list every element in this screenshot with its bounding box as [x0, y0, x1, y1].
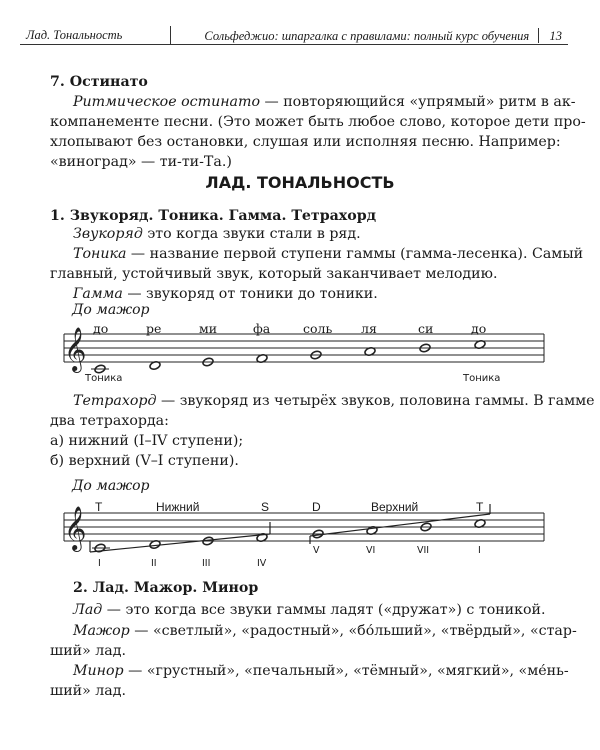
paragraph-line	[73, 661, 569, 681]
paragraph-line: хлопывают без остановки, слушая или исполняя песню. Например:	[50, 134, 561, 150]
note-head	[149, 361, 161, 371]
degree-label: VI	[366, 545, 376, 556]
tonic-label-left: Тоника	[85, 373, 123, 384]
text: — звукоряд от тоники до тоники.	[122, 286, 378, 302]
dominant-mark: D	[312, 500, 321, 514]
note-head	[202, 536, 214, 546]
degree-label: V	[313, 545, 320, 556]
note-head	[256, 533, 268, 543]
term: Гамма	[73, 286, 123, 302]
term: Звукоряд	[73, 226, 143, 242]
note-head	[474, 519, 486, 529]
chapter-title: ЛАД. ТОНАЛЬНОСТЬ	[205, 173, 395, 192]
note-head	[202, 357, 214, 367]
degree-label: VII	[417, 545, 430, 556]
text: — название первой ступени гаммы (гамма-лесенка). Самый	[126, 246, 584, 262]
tonic-label-right: Тоника	[463, 373, 501, 384]
running-header	[20, 26, 568, 45]
treble-clef-icon: 𝄞	[64, 327, 87, 371]
note-head	[256, 354, 268, 364]
paragraph-line	[73, 92, 576, 112]
note-syllable: до	[471, 321, 487, 336]
term: Минор	[73, 663, 124, 679]
paragraph-line	[73, 391, 595, 411]
text: — звукоряд из четырёх звуков, половина гаммы. В гамме	[156, 393, 595, 409]
note-head	[312, 529, 324, 539]
staff-1-label: До мажор	[72, 302, 150, 318]
degree-label: I	[478, 545, 481, 556]
text: — «грустный», «печальный», «тёмный», «мягкий», «ме́нь-	[123, 663, 569, 679]
text: это когда звуки стали в ряд.	[142, 226, 361, 242]
note-syllable: си	[418, 321, 434, 336]
note-head	[474, 340, 486, 350]
page-number: 13	[549, 29, 562, 43]
upper-tetrachord-label: Верхний	[371, 500, 419, 514]
paragraph-line: два тетрахорда:	[50, 413, 169, 429]
paragraph-line: главный, устойчивый звук, который заканчивает мелодию.	[50, 266, 498, 282]
text: — это когда все звуки гаммы ладят («дружат») с тоникой.	[102, 602, 546, 618]
tonic-mark: T	[476, 500, 484, 514]
note-head	[310, 350, 322, 360]
text: — «светлый», «радостный», «бо́льший», «твёрдый», «стар-	[129, 623, 577, 639]
paragraph-line	[73, 284, 378, 304]
degree-label: IV	[257, 558, 267, 569]
paragraph-line: «виноград» — ти-ти-Та.)	[50, 154, 232, 170]
section-1-title: 1. Звукоряд. Тоника. Гамма. Тетрахорд	[50, 208, 377, 224]
paragraph-line	[73, 224, 361, 244]
term: Ритмическое остинато	[73, 94, 261, 110]
tonic-mark: T	[95, 500, 103, 514]
note-head	[419, 343, 431, 353]
header-chapter: Лад. Тональность	[26, 28, 123, 42]
term: Лад	[73, 602, 103, 618]
note-syllable: соль	[303, 321, 333, 336]
note-head	[420, 522, 432, 532]
degree-label: II	[151, 558, 157, 569]
term: Мажор	[73, 623, 130, 639]
section-7-title: 7. Остинато	[50, 74, 148, 90]
note-syllable: ля	[361, 321, 377, 336]
lower-tetrachord-label: Нижний	[156, 500, 200, 514]
header-divider	[538, 28, 540, 43]
paragraph-line: компанементе песни. (Это может быть любое слово, которое дети про-	[50, 114, 586, 130]
header-book-title	[204, 28, 562, 44]
degree-label: I	[98, 558, 101, 569]
paragraph-line	[73, 621, 577, 641]
note-head	[149, 540, 161, 550]
paragraph-line	[73, 244, 583, 264]
note-syllable: ре	[146, 321, 162, 336]
term: Тоника	[73, 246, 127, 262]
section-2-title: 2. Лад. Мажор. Минор	[73, 580, 259, 596]
note-head	[364, 347, 376, 357]
note-head	[366, 526, 378, 536]
staff-2-label: До мажор	[72, 478, 150, 494]
note-head	[94, 543, 106, 553]
list-item: а) нижний (I–IV ступени);	[50, 433, 244, 449]
header-divider	[170, 26, 171, 44]
paragraph-line: ший» лад.	[50, 643, 127, 659]
treble-clef-icon: 𝄞	[64, 506, 87, 550]
note-syllable: ми	[199, 321, 218, 336]
paragraph-line: ший» лад.	[50, 683, 127, 699]
paragraph-line	[73, 600, 546, 620]
subdominant-mark: S	[261, 500, 270, 514]
text: — повторяющийся «упрямый» ритм в ак-	[260, 94, 576, 110]
term: Тетрахорд	[73, 393, 157, 409]
note-syllable: до	[93, 321, 109, 336]
header-book-text: Сольфеджио: шпаргалка с правилами: полный курс обучения	[204, 29, 530, 43]
degree-label: III	[202, 558, 211, 569]
note-syllable: фа	[253, 321, 271, 336]
list-item: б) верхний (V–I ступени).	[50, 453, 239, 469]
